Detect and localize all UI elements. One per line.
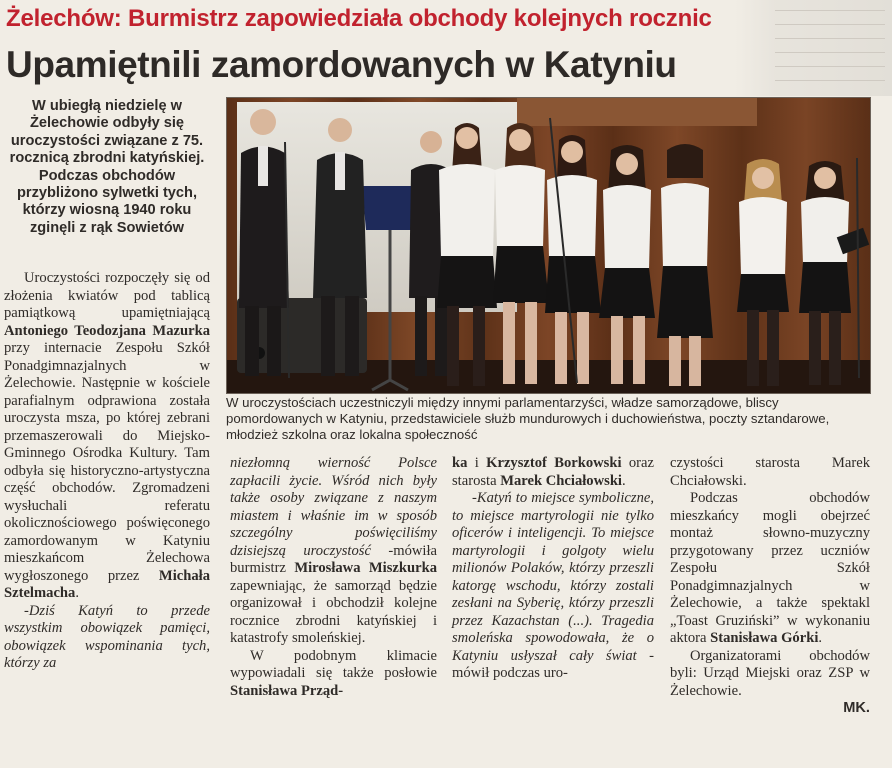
column-4-paragraph-1: czystości starosta Marek Chciałowski. bbox=[670, 455, 870, 489]
article-column-1 bbox=[4, 270, 210, 673]
article-lead: W ubiegłą niedzielę w Żelechowie odbyły się uroczystości związane z 75. rocznicą zbrodni katyńskiej. Podczas obchodów przybliżono sylwetki tych, którzy wiosną 1940 roku zginęli z rąk Sowietów bbox=[9, 98, 205, 236]
column-4-paragraph-3: Organizatorami obchodów byli: Urząd Miejski oraz ZSP w Żelechowie. bbox=[670, 647, 870, 699]
column-3-paragraph-1: ka i Krzysztof Borkowski oraz starosta Marek Chciałowski. bbox=[452, 455, 654, 489]
photo-caption: W uroczystościach uczestniczyli między innymi parlamentarzyści, władze samorządowe, bliscy pomordowanych w Katyniu, przedstawiciele służb mundurowych i duchowieństwa, poczty sztandarowe, młodzież szkolna oraz lokalna społeczność bbox=[226, 395, 830, 443]
article-kicker: Żelechów: Burmistrz zapowiedziała obchody kolejnych rocznic bbox=[6, 5, 712, 32]
article-signature: MK. bbox=[843, 700, 870, 716]
article-photo bbox=[226, 97, 871, 394]
column-1-paragraph-1: Uroczystości rozpoczęły się od złożenia kwiatów pod tablicą pamiątkową upamiętniającą Antoniego Teodozjana Mazurka przy internacie Zespołu Szkół Ponadgimnazjalnych w Żelechowie. Następnie w kościele parafialnym odprawiona została uroczysta msza, po której zebrani przemaszerowali do Miejsko-Gminnego Ośrodka Kultury. Tam odbyła się historyczno-artystyczna część obchodów. Zgromadzeni wysłuchali referatu okolicznościowego poświęconego zamordowanym w Katyniu mieszkańcom Żelechowa wygłoszonego przez Michała Sztelmacha. bbox=[4, 270, 210, 601]
column-1-paragraph-2: -Dziś Katyń to przede wszystkim obowiązek pamięci, obowiązek wspominania tych, którzy za bbox=[4, 602, 210, 671]
column-4-paragraph-2: Podczas obchodów mieszkańcy mogli obejrzeć montaż słowno-muzyczny przygotowany przez uczniów Zespołu Szkół Ponadgimnazjalnych w Żelechowie, a także spektakl „Toast Gruziński” w wykonaniu aktora Stanisława Górki. bbox=[670, 490, 870, 646]
article-column-4 bbox=[670, 455, 870, 718]
article-column-2 bbox=[230, 455, 437, 700]
column-2-paragraph-1: niezłomną wierność Polsce zapłacili życie. Wśród nich były także osoby związane z naszym miastem i właśnie im w sposób szczególny poświęciliśmy dzisiejszą uroczystość -mówiła burmistrz Mirosława Miszkurka zapewniając, że samorząd będzie organizował i obchodził kolejne rocznice zbrodni katyńskiej i katastrofy smoleńskiej. bbox=[230, 455, 437, 646]
column-2-paragraph-2: W podobnym klimacie wypowiadali się także posłowie Stanisława Prząd- bbox=[230, 647, 437, 699]
article-headline: Upamiętnili zamordowanych w Katyniu bbox=[6, 44, 677, 85]
article-column-3 bbox=[452, 455, 654, 683]
column-3-paragraph-2: -Katyń to miejsce symboliczne, to miejsce martyrologii nie tylko oficerów i inteligencji. To miejsce martyrologii i golgoty wielu milionów Polaków, którzy przeszli katorgę wschodu, którzy zostali zesłani na Syberię, którzy przeszli przez Kazachstan (...). Tragedia smoleńska spowodowała, że o Katyniu usłyszał cały świat -mówił podczas uro- bbox=[452, 490, 654, 681]
